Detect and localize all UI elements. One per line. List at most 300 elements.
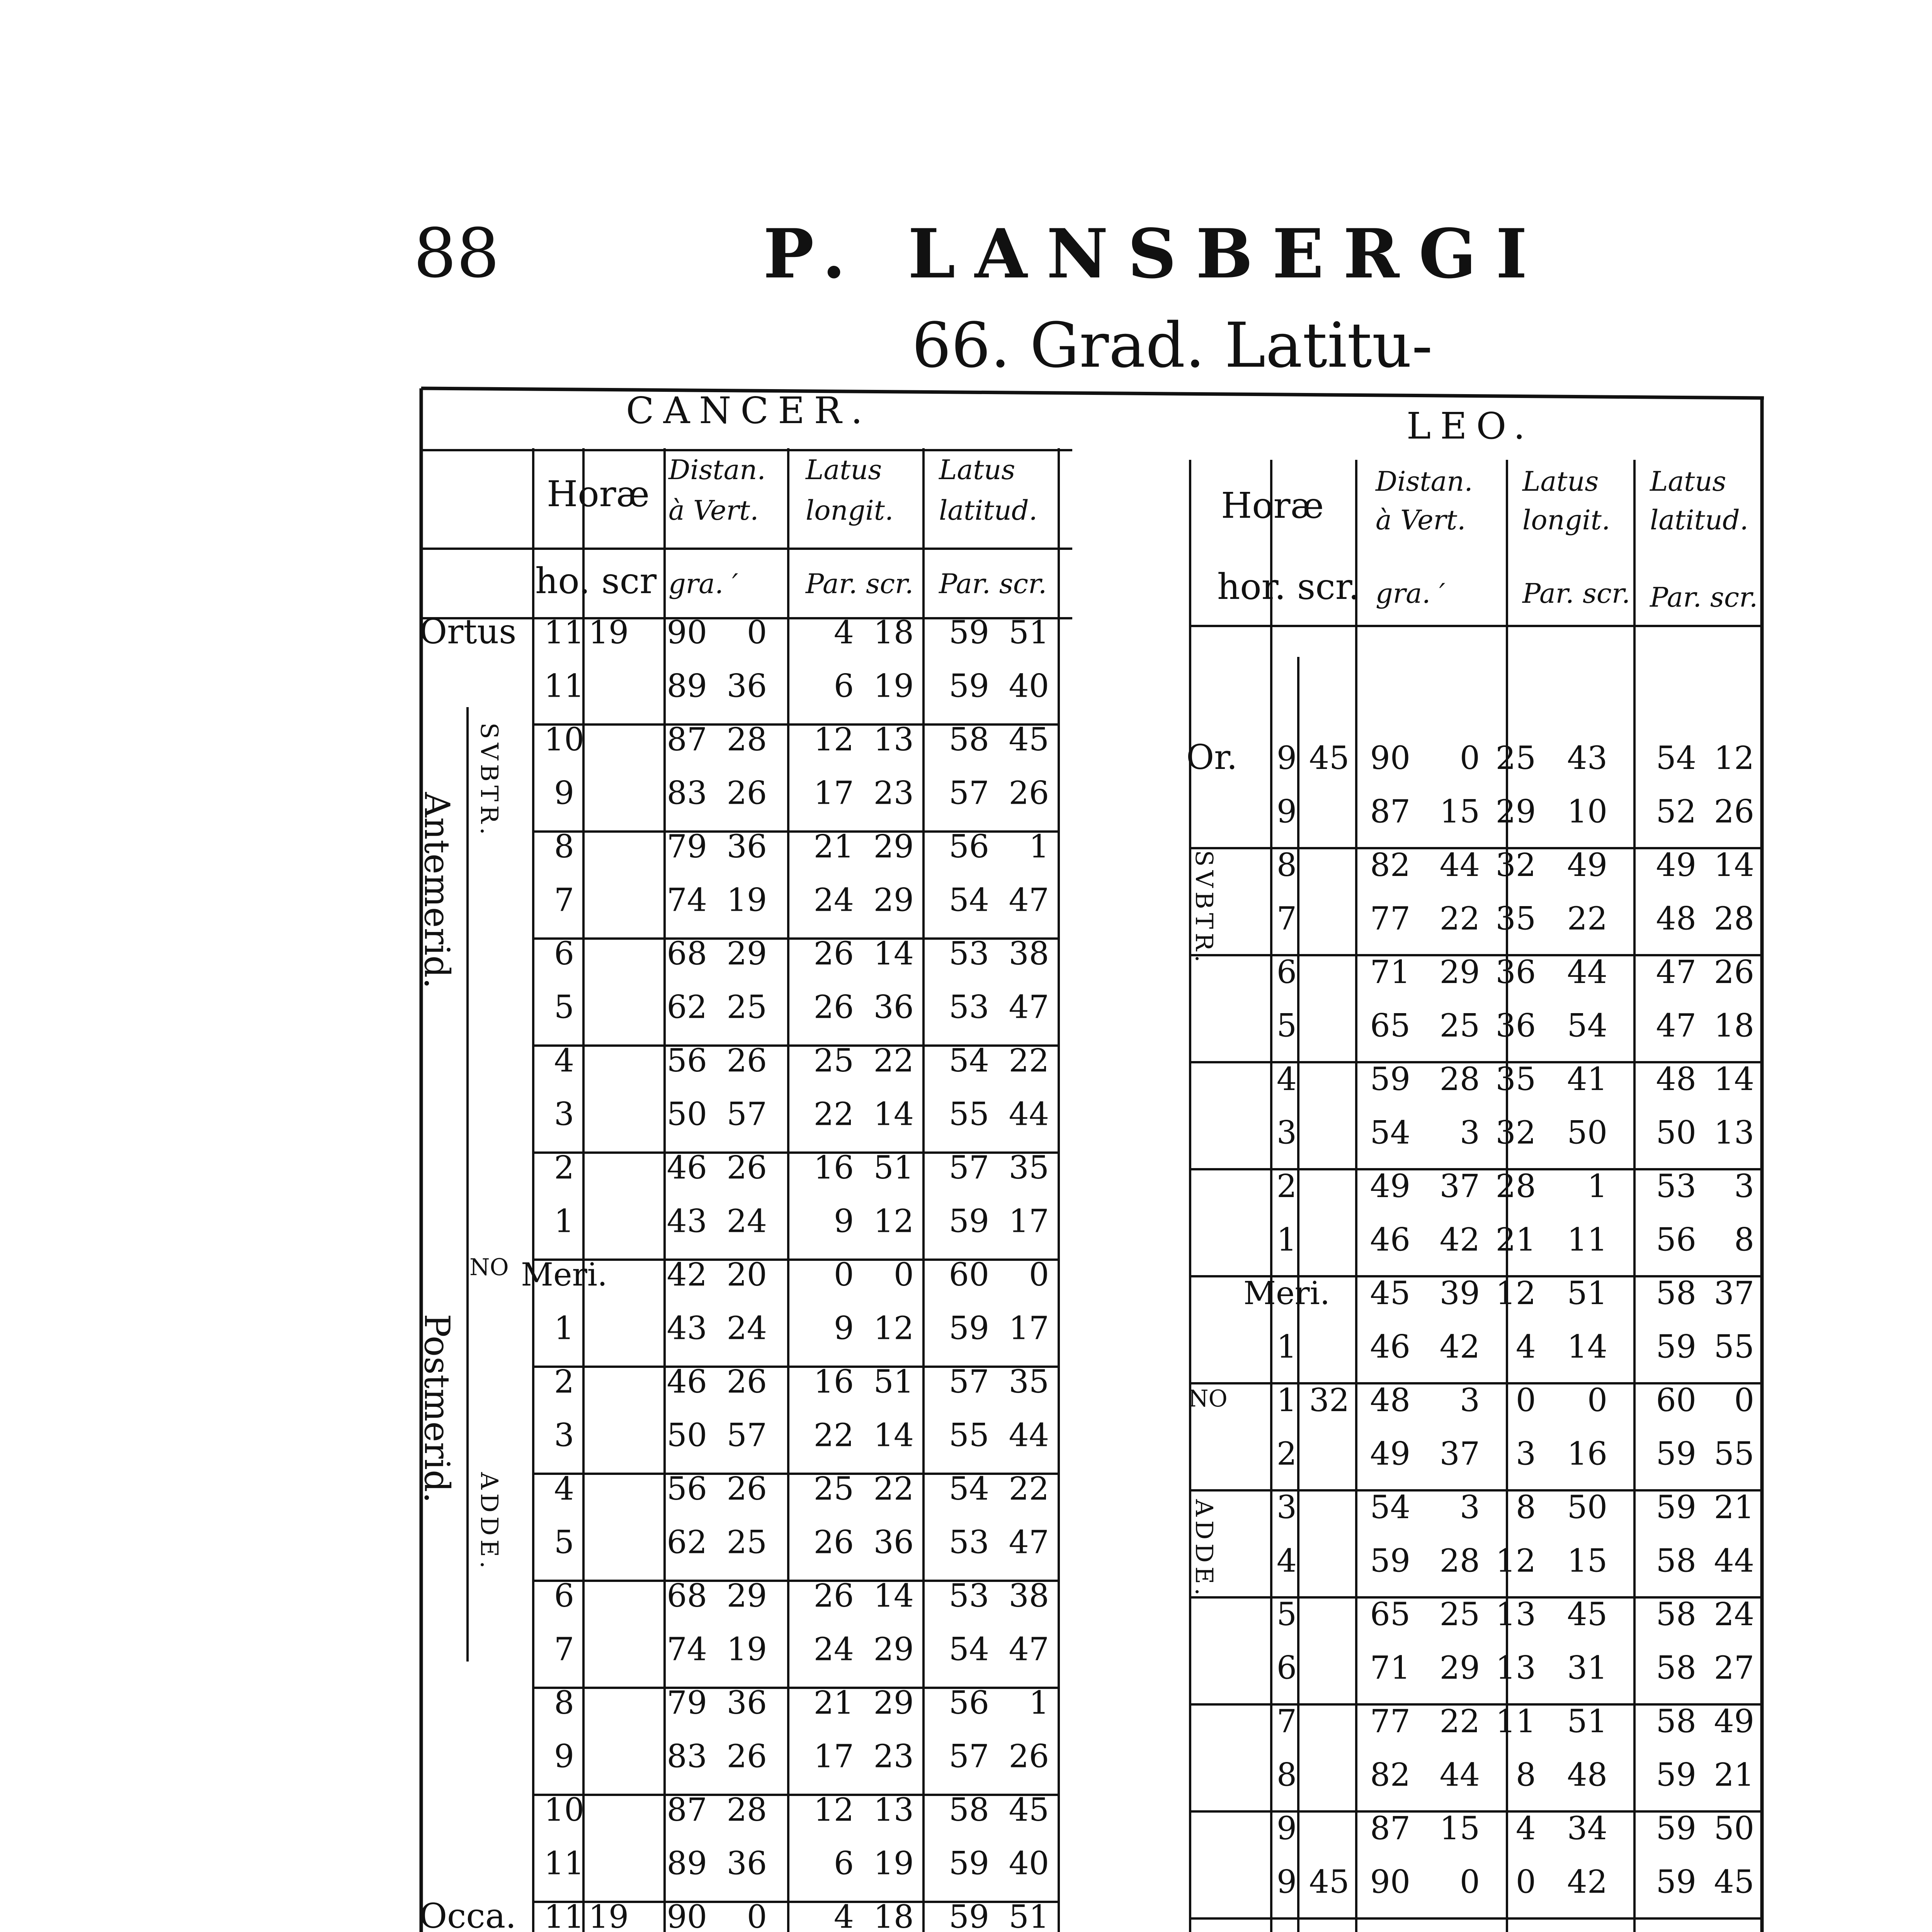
cancer-lat-par: 59 — [949, 1203, 989, 1240]
leo-dist-gra: 49 — [1370, 1435, 1410, 1473]
leo-lat-scr: 26 — [1714, 954, 1754, 991]
cancer-long-scr: 29 — [873, 1631, 914, 1668]
cancer-dist-min: 25 — [726, 1524, 767, 1561]
cancer-long-par: 6 — [833, 1845, 854, 1882]
leo-head-hours: Horæ — [1221, 485, 1324, 526]
cancer-lat-par: 55 — [949, 1417, 989, 1454]
leo-hour: 7 — [1276, 1703, 1297, 1740]
leo-dist-gra: 71 — [1370, 954, 1410, 991]
cancer-hour: 10 — [544, 1792, 585, 1828]
cancer-sub-long: Par. scr. — [806, 568, 914, 600]
cancer-dist-gra: 46 — [667, 1150, 707, 1186]
leo-dist-gra: 65 — [1370, 1007, 1410, 1044]
cancer-dist-gra: 83 — [667, 775, 707, 812]
leo-long-scr: 45 — [1567, 1596, 1607, 1633]
cancer-hour: 8 — [554, 828, 575, 865]
cancer-lat-scr: 40 — [1009, 1845, 1049, 1882]
leo-dist-min: 39 — [1439, 1275, 1480, 1312]
cancer-long-par: 9 — [833, 1203, 854, 1240]
cancer-lat-par: 60 — [949, 1257, 989, 1293]
cancer-lat-par: 57 — [949, 1738, 989, 1775]
leo-lat-par: 56 — [1656, 1221, 1696, 1259]
leo-dist-min: 29 — [1439, 1650, 1480, 1687]
leo-dist-min: 44 — [1439, 1757, 1480, 1794]
leo-long-par: 35 — [1495, 1061, 1536, 1098]
leo-lat-scr: 8 — [1734, 1221, 1754, 1259]
cancer-dist-min: 24 — [726, 1310, 767, 1347]
cancer-dist-min: 24 — [726, 1203, 767, 1240]
cancer-lat-par: 54 — [949, 1471, 989, 1507]
leo-hour: 4 — [1276, 1543, 1297, 1580]
table-grid — [421, 448, 1762, 1932]
leo-dist-min: 37 — [1439, 1168, 1480, 1205]
leo-dist-min: 22 — [1439, 900, 1480, 937]
leo-lat-par: 58 — [1656, 1275, 1696, 1312]
cancer-dist-gra: 83 — [667, 1738, 707, 1775]
leo-dist-gra: 90 — [1370, 1864, 1410, 1901]
leo-dist-gra: 46 — [1370, 1221, 1410, 1259]
leo-lat-par: 59 — [1656, 1810, 1696, 1847]
leo-sub-hours: hor. scr. — [1217, 566, 1360, 607]
leo-no-label: NO — [1188, 1385, 1228, 1412]
cancer-lat-par: 54 — [949, 1631, 989, 1668]
cancer-long-scr: 18 — [873, 614, 914, 651]
leo-head-dist-2: à Vert. — [1376, 504, 1466, 536]
cancer-lat-par: 53 — [949, 935, 989, 972]
cancer-long-par: 22 — [813, 1417, 854, 1454]
leo-hour: 6 — [1276, 1650, 1297, 1687]
leo-long-par: 36 — [1495, 1007, 1536, 1044]
cancer-hour: 9 — [554, 775, 575, 812]
leo-hour-scr: 32 — [1309, 1382, 1350, 1419]
leo-lat-scr: 26 — [1714, 793, 1754, 830]
leo-hour: 4 — [1276, 1061, 1297, 1098]
cancer-lat-scr: 45 — [1009, 721, 1049, 758]
cancer-lat-par: 57 — [949, 775, 989, 812]
leo-sub-lat: Par. scr. — [1650, 582, 1758, 613]
cancer-lat-par: 58 — [949, 721, 989, 758]
cancer-hour: 1 — [554, 1310, 575, 1347]
leo-dist-min: 0 — [1459, 740, 1480, 777]
leo-dist-min: 42 — [1439, 1221, 1480, 1259]
cancer-long-par: 4 — [833, 1899, 854, 1932]
leo-long-scr: 0 — [1587, 1382, 1607, 1419]
cancer-long-par: 6 — [833, 668, 854, 705]
leo-dist-gra: 48 — [1370, 1382, 1410, 1419]
leo-dist-gra: 54 — [1370, 1489, 1410, 1526]
cancer-long-scr: 13 — [873, 721, 914, 758]
cancer-long-scr: 29 — [873, 828, 914, 865]
leo-lat-scr: 49 — [1714, 1703, 1754, 1740]
cancer-dist-gra: 89 — [667, 668, 707, 705]
leo-dist-min: 42 — [1439, 1328, 1480, 1366]
cancer-lat-par: 58 — [949, 1792, 989, 1828]
cancer-long-par: 0 — [833, 1257, 854, 1293]
leo-long-par: 21 — [1495, 1221, 1536, 1259]
cancer-long-par: 26 — [813, 1524, 854, 1561]
leo-hour: 3 — [1276, 1114, 1297, 1151]
cancer-hour: 10 — [544, 721, 585, 758]
cancer-lat-par: 59 — [949, 1899, 989, 1932]
cancer-head-dist-2: à Vert. — [668, 495, 759, 526]
cancer-dist-min: 36 — [726, 1845, 767, 1882]
leo-lat-scr: 24 — [1714, 1596, 1754, 1633]
leo-lat-par: 58 — [1656, 1543, 1696, 1580]
leo-lat-par: 48 — [1656, 900, 1696, 937]
cancer-dist-gra: 62 — [667, 1524, 707, 1561]
cancer-dist-min: 19 — [726, 1631, 767, 1668]
cancer-dist-gra: 79 — [667, 1685, 707, 1721]
cancer-dist-gra: 42 — [667, 1257, 707, 1293]
cancer-lat-scr: 47 — [1009, 1524, 1049, 1561]
leo-head-lat-1: Latus — [1650, 466, 1726, 497]
leo-hour-scr: 45 — [1309, 740, 1350, 777]
cancer-head-long-1: Latus — [806, 454, 882, 486]
cancer-lat-scr: 1 — [1029, 828, 1049, 865]
cancer-head-hours: Horæ — [547, 473, 650, 515]
running-head: P. LANSBERGI — [763, 214, 1547, 294]
leo-long-scr: 42 — [1567, 1864, 1607, 1901]
cancer-hour: 8 — [554, 1685, 575, 1721]
leo-long-scr: 50 — [1567, 1114, 1607, 1151]
leo-long-par: 12 — [1495, 1543, 1536, 1580]
cancer-long-scr: 13 — [873, 1792, 914, 1828]
leo-long-scr: 43 — [1567, 740, 1607, 777]
leo-long-par: 11 — [1495, 1703, 1536, 1740]
cancer-dist-min: 0 — [747, 1899, 767, 1932]
leo-dist-min: 15 — [1439, 1810, 1480, 1847]
cancer-hour: 11 — [544, 614, 585, 651]
leo-long-scr: 48 — [1567, 1757, 1607, 1794]
leo-dist-gra: 49 — [1370, 1168, 1410, 1205]
cancer-lat-scr: 35 — [1009, 1364, 1049, 1400]
cancer-long-par: 17 — [813, 775, 854, 812]
leo-dist-gra: 82 — [1370, 1757, 1410, 1794]
leo-dist-min: 28 — [1439, 1543, 1480, 1580]
cancer-lat-scr: 26 — [1009, 1738, 1049, 1775]
cancer-hour: 3 — [554, 1417, 575, 1454]
cancer-hour: 1 — [554, 1203, 575, 1240]
cancer-long-par: 16 — [813, 1150, 854, 1186]
leo-long-par: 0 — [1515, 1382, 1536, 1419]
leo-long-scr: 1 — [1587, 1168, 1607, 1205]
cancer-hour: 2 — [554, 1150, 575, 1186]
leo-lat-scr: 28 — [1714, 900, 1754, 937]
cancer-dist-gra: 56 — [667, 1043, 707, 1079]
leo-lat-scr: 21 — [1714, 1757, 1754, 1794]
cancer-lat-scr: 22 — [1009, 1043, 1049, 1079]
cancer-lat-par: 56 — [949, 1685, 989, 1721]
cancer-head-dist-1: Distan. — [668, 454, 766, 486]
cancer-long-scr: 36 — [873, 1524, 914, 1561]
leo-long-par: 36 — [1495, 954, 1536, 991]
leo-dist-gra: 65 — [1370, 1596, 1410, 1633]
cancer-group-adde: ADDE. — [475, 1472, 503, 1573]
leo-dist-min: 25 — [1439, 1007, 1480, 1044]
cancer-long-scr: 12 — [873, 1203, 914, 1240]
leo-dist-min: 37 — [1439, 1435, 1480, 1473]
cancer-lat-scr: 17 — [1009, 1310, 1049, 1347]
leo-long-scr: 34 — [1567, 1810, 1607, 1847]
leo-dist-gra: 82 — [1370, 847, 1410, 884]
cancer-long-scr: 14 — [873, 1417, 914, 1454]
cancer-dist-min: 36 — [726, 1685, 767, 1721]
leo-long-par: 12 — [1495, 1275, 1536, 1312]
leo-dist-gra: 87 — [1370, 1810, 1410, 1847]
cancer-dist-min: 26 — [726, 1364, 767, 1400]
cancer-hour: 5 — [554, 1524, 575, 1561]
cancer-dist-gra: 50 — [667, 1417, 707, 1454]
cancer-long-scr: 14 — [873, 1578, 914, 1614]
cancer-long-scr: 14 — [873, 1096, 914, 1133]
cancer-group-subtr: SVBTR. — [475, 723, 503, 839]
leo-lat-par: 59 — [1656, 1328, 1696, 1366]
leo-head-dist-1: Distan. — [1376, 466, 1473, 497]
cancer-long-par: 26 — [813, 935, 854, 972]
cancer-dist-min: 19 — [726, 882, 767, 919]
leo-long-par: 13 — [1495, 1596, 1536, 1633]
leo-long-scr: 22 — [1567, 900, 1607, 937]
cancer-lat-scr: 44 — [1009, 1096, 1049, 1133]
leo-long-scr: 14 — [1567, 1328, 1607, 1366]
leo-dist-min: 25 — [1439, 1596, 1480, 1633]
leo-lat-par: 58 — [1656, 1596, 1696, 1633]
cancer-lat-par: 59 — [949, 668, 989, 705]
cancer-hour: 7 — [554, 882, 575, 919]
cancer-long-scr: 0 — [893, 1257, 914, 1293]
leo-hour: 9 — [1276, 1810, 1297, 1847]
cancer-hour: 5 — [554, 989, 575, 1026]
cancer-hour: 11 — [544, 668, 585, 705]
cancer-dist-gra: 43 — [667, 1203, 707, 1240]
leo-lat-par: 52 — [1656, 793, 1696, 830]
cancer-dist-min: 28 — [726, 1792, 767, 1828]
leo-long-scr: 50 — [1567, 1489, 1607, 1526]
cancer-head-long-2: longit. — [806, 495, 894, 526]
cancer-dist-gra: 79 — [667, 828, 707, 865]
cancer-row-label: Ortus — [419, 612, 517, 651]
cancer-long-scr: 51 — [873, 1364, 914, 1400]
cancer-long-scr: 51 — [873, 1150, 914, 1186]
cancer-lat-scr: 40 — [1009, 668, 1049, 705]
cancer-hour: Meri. — [521, 1257, 607, 1293]
leo-lat-par: 48 — [1656, 1061, 1696, 1098]
leo-hour: 2 — [1276, 1168, 1297, 1205]
leo-dist-gra: 59 — [1370, 1061, 1410, 1098]
leo-lat-scr: 44 — [1714, 1543, 1754, 1580]
leo-hour: 5 — [1276, 1596, 1297, 1633]
leo-dist-gra: 77 — [1370, 900, 1410, 937]
leo-lat-scr: 37 — [1714, 1275, 1754, 1312]
cancer-long-par: 16 — [813, 1364, 854, 1400]
cancer-long-par: 22 — [813, 1096, 854, 1133]
leo-head-lat-2: latitud. — [1650, 504, 1748, 536]
cancer-sub-hours: ho. scr — [535, 560, 657, 602]
leo-dist-min: 29 — [1439, 954, 1480, 991]
leo-lat-par: 58 — [1656, 1650, 1696, 1687]
leo-hour: 9 — [1276, 740, 1297, 777]
leo-dist-gra: 71 — [1370, 1650, 1410, 1687]
leo-long-scr: 16 — [1567, 1435, 1607, 1473]
cancer-hour: 11 — [544, 1845, 585, 1882]
leo-dist-min: 15 — [1439, 793, 1480, 830]
cancer-lat-par: 54 — [949, 882, 989, 919]
leo-head-long-1: Latus — [1522, 466, 1599, 497]
cancer-row-label: Occa. — [419, 1896, 517, 1932]
leo-long-par: 28 — [1495, 1168, 1536, 1205]
leo-long-par: 4 — [1515, 1810, 1536, 1847]
leo-dist-gra: 59 — [1370, 1543, 1410, 1580]
leo-dist-min: 3 — [1459, 1489, 1480, 1526]
leo-long-par: 4 — [1515, 1328, 1536, 1366]
cancer-long-scr: 23 — [873, 1738, 914, 1775]
cancer-dist-min: 29 — [726, 1578, 767, 1614]
cancer-lat-par: 53 — [949, 1578, 989, 1614]
leo-dist-gra: 87 — [1370, 793, 1410, 830]
cancer-dist-gra: 90 — [667, 614, 707, 651]
leo-long-scr: 51 — [1567, 1703, 1607, 1740]
leo-hour: 1 — [1276, 1328, 1297, 1366]
cancer-group-post: Postmerid. — [417, 1314, 457, 1503]
leo-lat-scr: 3 — [1734, 1168, 1754, 1205]
cancer-lat-par: 55 — [949, 1096, 989, 1133]
cancer-lat-scr: 45 — [1009, 1792, 1049, 1828]
cancer-hour: 2 — [554, 1364, 575, 1400]
cancer-hour: 7 — [554, 1631, 575, 1668]
cancer-long-par: 24 — [813, 1631, 854, 1668]
cancer-long-par: 12 — [813, 1792, 854, 1828]
leo-lat-scr: 55 — [1714, 1435, 1754, 1473]
leo-long-par: 3 — [1515, 1435, 1536, 1473]
page-number: 88 — [413, 214, 500, 293]
cancer-lat-par: 53 — [949, 989, 989, 1026]
cancer-dist-gra: 50 — [667, 1096, 707, 1133]
cancer-hour: 4 — [554, 1043, 575, 1079]
cancer-hour: 3 — [554, 1096, 575, 1133]
cancer-lat-scr: 51 — [1009, 1899, 1049, 1932]
cancer-dist-gra: 43 — [667, 1310, 707, 1347]
cancer-lat-scr: 47 — [1009, 989, 1049, 1026]
cancer-lat-par: 53 — [949, 1524, 989, 1561]
cancer-dist-min: 36 — [726, 828, 767, 865]
leo-sub-dist: gra. ′ — [1376, 578, 1446, 609]
leo-lat-scr: 12 — [1714, 740, 1754, 777]
cancer-dist-gra: 68 — [667, 1578, 707, 1614]
leo-head-long-2: longit. — [1522, 504, 1611, 536]
cancer-lat-par: 56 — [949, 828, 989, 865]
cancer-no-label: NO — [469, 1254, 509, 1281]
cancer-hour: 6 — [554, 1578, 575, 1614]
leo-lat-scr: 55 — [1714, 1328, 1754, 1366]
cancer-long-par: 26 — [813, 989, 854, 1026]
leo-long-scr: 51 — [1567, 1275, 1607, 1312]
leo-lat-par: 53 — [1656, 1168, 1696, 1205]
cancer-lat-par: 54 — [949, 1043, 989, 1079]
leo-long-par: 0 — [1515, 1864, 1536, 1901]
leo-lat-scr: 14 — [1714, 847, 1754, 884]
cancer-lat-scr: 38 — [1009, 1578, 1049, 1614]
leo-hour: 7 — [1276, 900, 1297, 937]
leo-dist-min: 44 — [1439, 847, 1480, 884]
leo-hour: 3 — [1276, 1489, 1297, 1526]
leo-sub-long: Par. scr. — [1522, 578, 1631, 609]
leo-hour: 1 — [1276, 1382, 1297, 1419]
cancer-hour: 6 — [554, 935, 575, 972]
cancer-sign: CANCER. — [626, 389, 872, 432]
leo-dist-min: 0 — [1459, 1864, 1480, 1901]
leo-hour: 9 — [1276, 1864, 1297, 1901]
cancer-rows — [419, 612, 1049, 1932]
cancer-lat-scr: 17 — [1009, 1203, 1049, 1240]
leo-dist-min: 22 — [1439, 1703, 1480, 1740]
leo-lat-par: 50 — [1656, 1114, 1696, 1151]
cancer-dist-min: 28 — [726, 721, 767, 758]
cancer-lat-par: 59 — [949, 1310, 989, 1347]
leo-row-label: Or. — [1186, 737, 1238, 777]
leo-lat-par: 49 — [1656, 847, 1696, 884]
leo-lat-scr: 0 — [1734, 1382, 1754, 1419]
leo-dist-gra: 46 — [1370, 1328, 1410, 1366]
cancer-long-scr: 19 — [873, 1845, 914, 1882]
leo-dist-gra: 45 — [1370, 1275, 1410, 1312]
cancer-dist-min: 26 — [726, 1150, 767, 1186]
cancer-dist-min: 26 — [726, 1738, 767, 1775]
leo-long-par: 32 — [1495, 1114, 1536, 1151]
cancer-dist-gra: 90 — [667, 1899, 707, 1932]
cancer-long-par: 24 — [813, 882, 854, 919]
cancer-dist-gra: 56 — [667, 1471, 707, 1507]
leo-dist-gra: 54 — [1370, 1114, 1410, 1151]
leo-lat-scr: 14 — [1714, 1061, 1754, 1098]
cancer-dist-gra: 46 — [667, 1364, 707, 1400]
cancer-head-lat-1: Latus — [939, 454, 1015, 486]
leo-sign: LEO. — [1406, 405, 1534, 447]
cancer-dist-min: 26 — [726, 1043, 767, 1079]
cancer-lat-scr: 1 — [1029, 1685, 1049, 1721]
leo-long-par: 8 — [1515, 1757, 1536, 1794]
cancer-long-scr: 14 — [873, 935, 914, 972]
cancer-hour-scr: 19 — [588, 614, 629, 651]
leo-hour: 6 — [1276, 954, 1297, 991]
cancer-long-par: 9 — [833, 1310, 854, 1347]
leo-lat-par: 59 — [1656, 1864, 1696, 1901]
cancer-sub-lat: Par. scr. — [939, 568, 1047, 600]
cancer-lat-scr: 0 — [1029, 1257, 1049, 1293]
cancer-hour: 4 — [554, 1471, 575, 1507]
leo-long-par: 13 — [1495, 1650, 1536, 1687]
leo-long-par: 35 — [1495, 900, 1536, 937]
cancer-dist-min: 0 — [747, 614, 767, 651]
cancer-dist-gra: 87 — [667, 721, 707, 758]
cancer-dist-min: 20 — [726, 1257, 767, 1293]
cancer-dist-gra: 74 — [667, 1631, 707, 1668]
cancer-dist-gra: 89 — [667, 1845, 707, 1882]
cancer-long-par: 17 — [813, 1738, 854, 1775]
leo-long-scr: 54 — [1567, 1007, 1607, 1044]
leo-lat-par: 60 — [1656, 1382, 1696, 1419]
cancer-dist-min: 26 — [726, 775, 767, 812]
cancer-lat-par: 59 — [949, 1845, 989, 1882]
cancer-dist-min: 36 — [726, 668, 767, 705]
cancer-dist-min: 57 — [726, 1096, 767, 1133]
leo-dist-gra: 77 — [1370, 1703, 1410, 1740]
cancer-long-scr: 22 — [873, 1043, 914, 1079]
cancer-lat-scr: 44 — [1009, 1417, 1049, 1454]
leo-group-subtr: SVBTR. — [1190, 850, 1218, 966]
cancer-lat-par: 57 — [949, 1364, 989, 1400]
cancer-lat-scr: 35 — [1009, 1150, 1049, 1186]
cancer-long-par: 26 — [813, 1578, 854, 1614]
